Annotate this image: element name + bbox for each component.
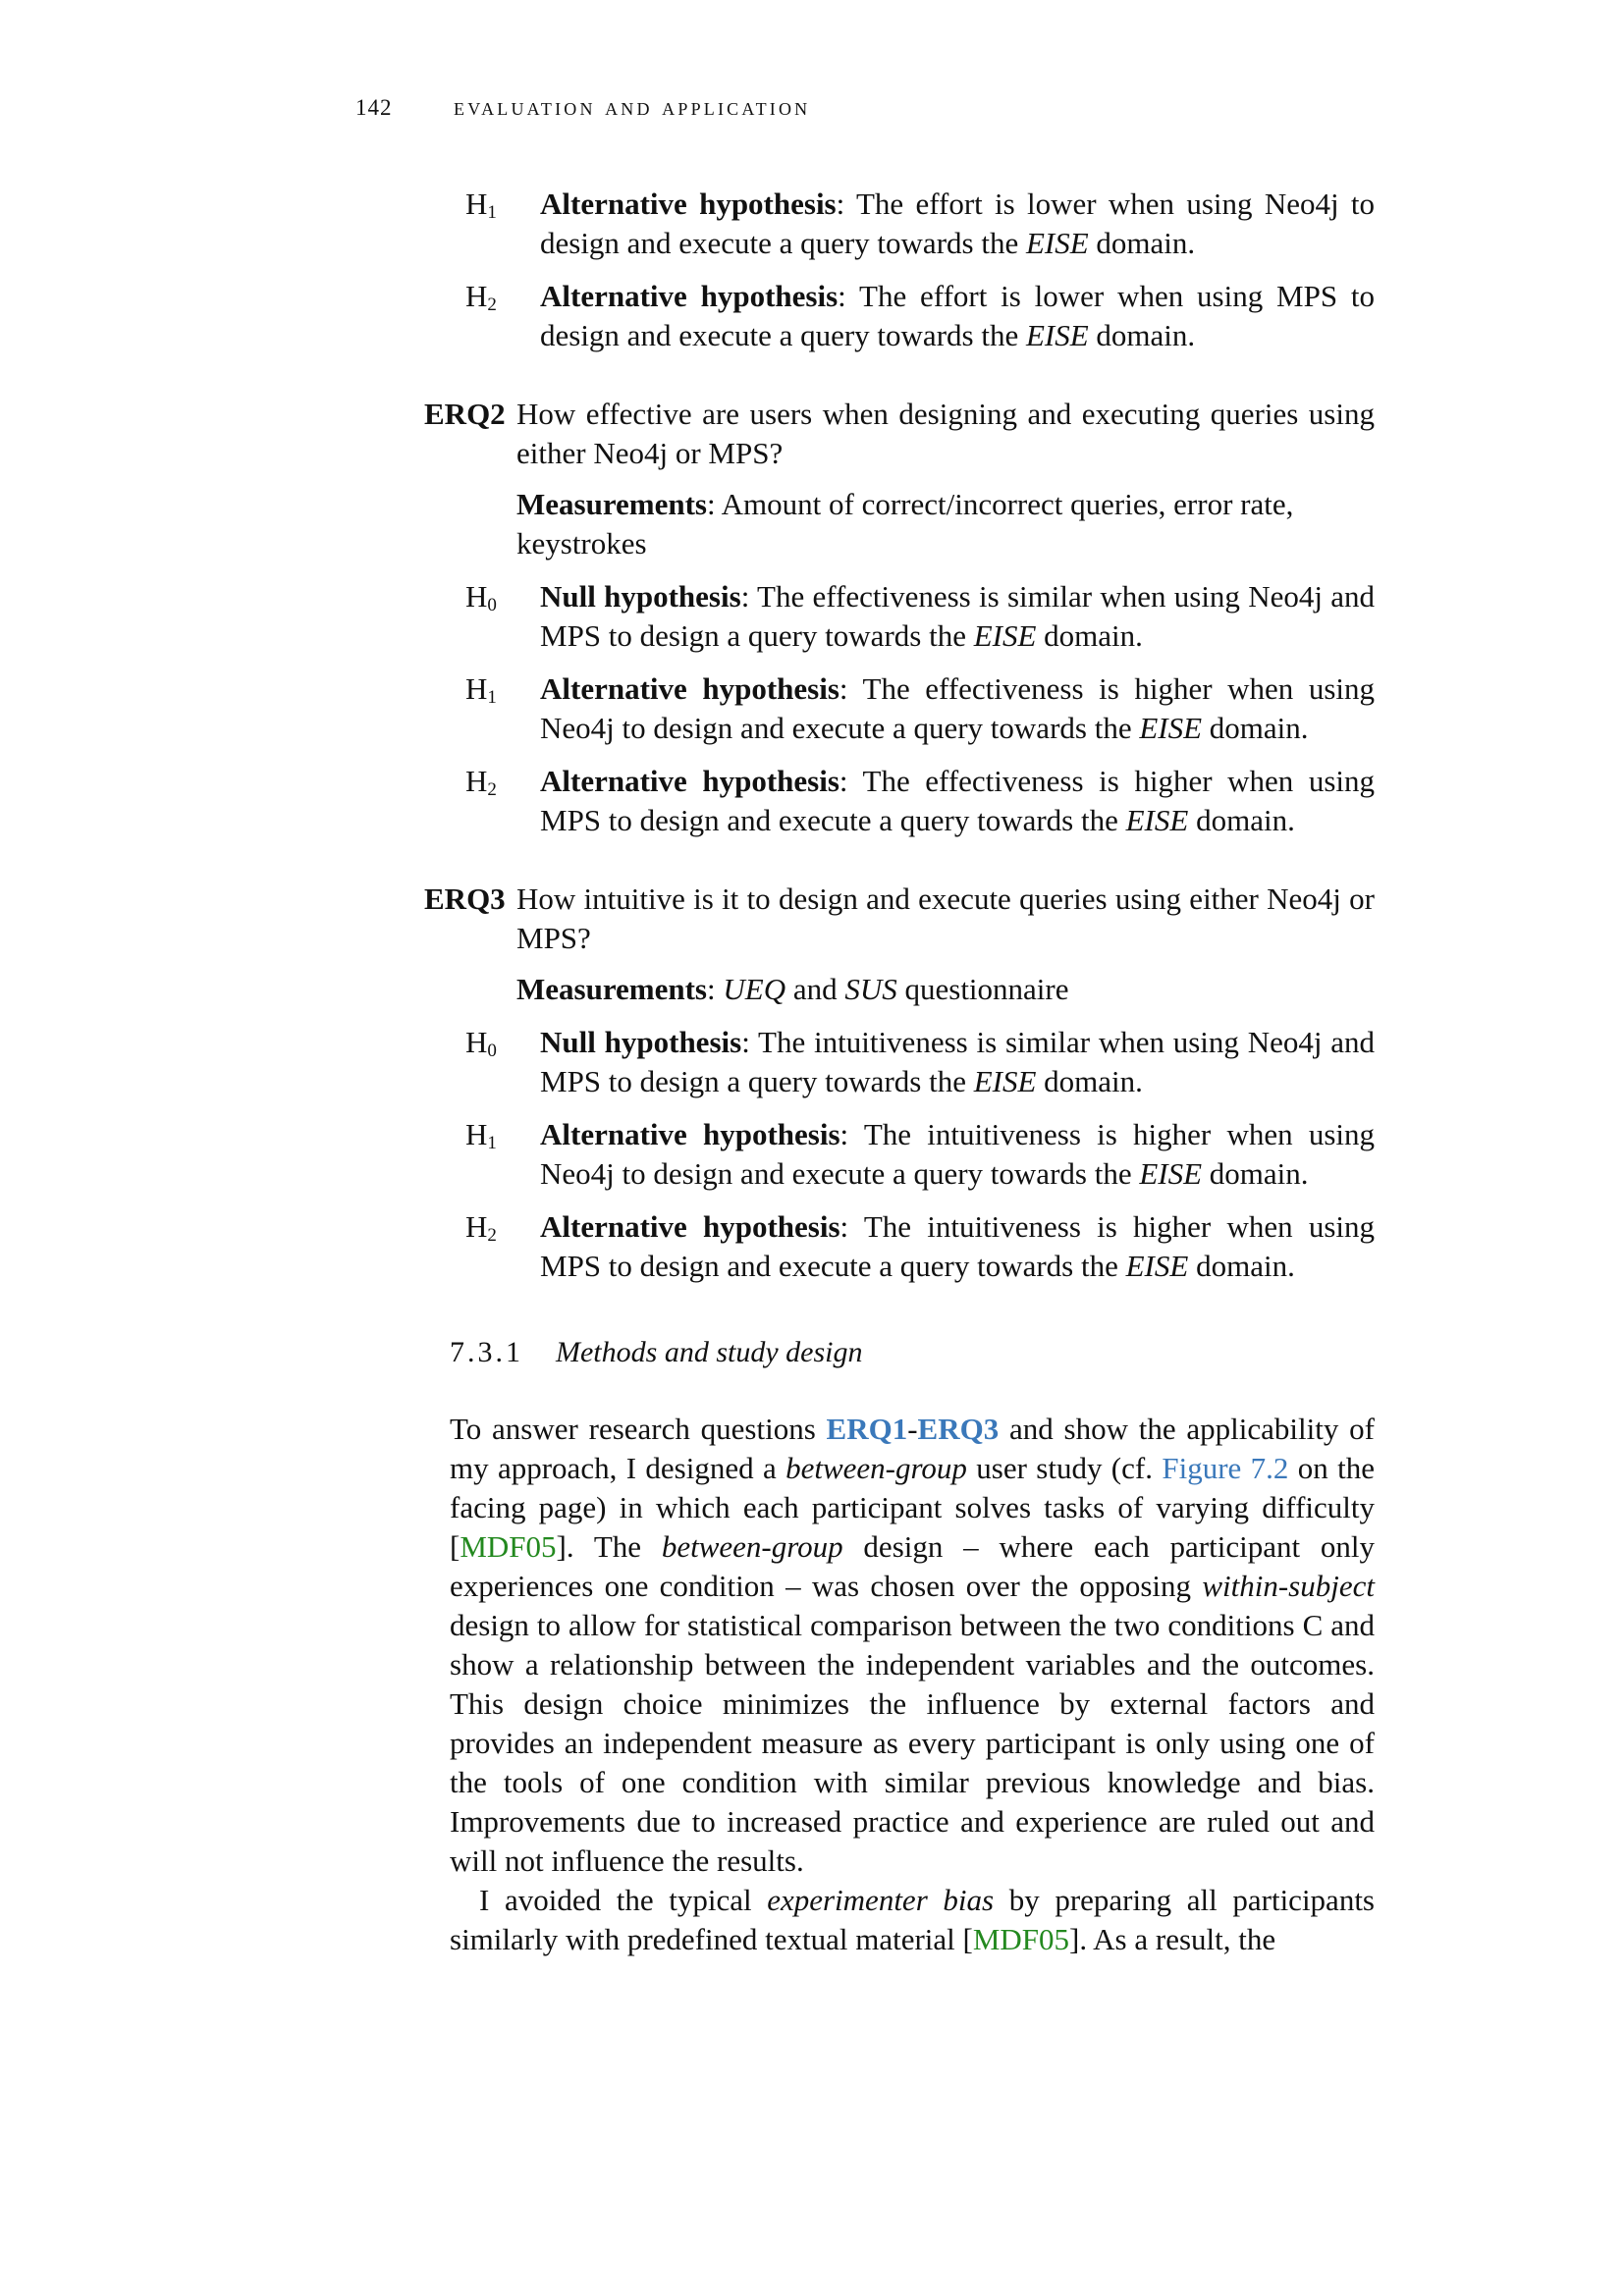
figure-7-2-link[interactable]: Figure 7.2 — [1162, 1451, 1289, 1485]
hypothesis-text: Alternative hypothesis: The effectiveness is higher when using Neo4j to design and execute a query towards the EISE domain. — [540, 671, 1376, 745]
erq3-link[interactable]: ERQ3 — [917, 1412, 1000, 1446]
hypothesis-item — [450, 1207, 1375, 1286]
erq-question: How effective are users when designing and executing queries using either Neo4j or MPS? — [516, 397, 1375, 470]
hypothesis-label: $H_0$ — [465, 579, 497, 615]
body-paragraph: I avoided the typical experimenter bias by preparing all participants similarly with predefined textual material [MDF05]. As a result, the — [450, 1883, 1375, 1956]
erq1-link[interactable]: ERQ1 — [826, 1412, 908, 1446]
section-title: Methods and study design — [556, 1336, 863, 1368]
hypothesis-item — [450, 762, 1375, 840]
hypothesis-label: $H_1$ — [465, 187, 497, 223]
section-heading — [450, 1333, 1375, 1372]
erq-question: How intuitive is it to design and execute queries using either Neo4j or MPS? — [516, 881, 1375, 955]
hypothesis-label: $H_2$ — [465, 1209, 497, 1246]
chapter-title: evaluation and application — [454, 94, 811, 121]
page-content — [424, 185, 1376, 1990]
research-question-erq2 — [426, 395, 1375, 577]
hypothesis-text: Null hypothesis: The intuitiveness is similar when using Neo4j and MPS to design a query towards the EISE domain. — [540, 1025, 1375, 1098]
citation-link-mdf05[interactable]: MDF05 — [460, 1529, 557, 1564]
hypothesis-text: Null hypothesis: The effectiveness is similar when using Neo4j and MPS to design a query towards the EISE domain. — [540, 579, 1375, 653]
hypothesis-text: Alternative hypothesis: The intuitiveness is higher when using MPS to design and execute a query towards the EISE domain. — [540, 1209, 1375, 1283]
citation-link-mdf05[interactable]: MDF05 — [972, 1922, 1070, 1956]
running-head — [355, 94, 810, 122]
hypothesis-item — [450, 277, 1375, 355]
erq2-hypotheses — [450, 577, 1375, 840]
hypothesis-item — [450, 577, 1375, 656]
erq-body — [516, 880, 1375, 1023]
erq-measurements: Measurements: Amount of correct/incorrect queries, error rate, keystrokes — [516, 487, 1294, 561]
hypothesis-text: Alternative hypothesis: The intuitiveness is higher when using Neo4j to design and execute a query towards the EISE domain. — [540, 1117, 1375, 1191]
body-paragraph: To answer research questions ERQ1-ERQ3 and show the applicability of my approach, I designed a between-group user study (cf. Figure 7.2 on the facing page) in which each participant solves tasks of varying difficulty [MDF05]. The between-group design – where each participant only experiences one condition – was chosen over the opposing within-subject design to allow for statistical comparison between the two conditions C and show a relationship between the independent variables and the outcomes. This design choice minimizes the influence by external factors and provides an independent measure as every participant is only using one of the tools of one condition with similar previous knowledge and bias. Improvements due to increased practice and experience are ruled out and will not influence the results. — [450, 1412, 1376, 1878]
hypothesis-item — [450, 185, 1375, 263]
hypothesis-label: $H_2$ — [465, 279, 497, 315]
erq-measurements: Measurements: UEQ and SUS questionnaire — [516, 972, 1069, 1006]
hypothesis-label: $H_0$ — [465, 1025, 497, 1061]
hypothesis-item — [450, 1115, 1375, 1194]
section-number: 7.3.1 — [450, 1336, 523, 1368]
hypothesis-text: Alternative hypothesis: The effort is lower when using Neo4j to design and execute a query towards the EISE domain. — [540, 187, 1375, 260]
erq-label: ERQ2 — [424, 397, 506, 431]
erq1-hypotheses — [450, 185, 1375, 355]
page-number: 142 — [355, 95, 393, 120]
erq-label: ERQ3 — [424, 881, 506, 916]
hypothesis-label: $H_1$ — [465, 1117, 497, 1153]
erq-body — [516, 395, 1375, 577]
research-question-erq3 — [426, 880, 1375, 1023]
hypothesis-text: Alternative hypothesis: The effort is lower when using MPS to design and execute a query towards the EISE domain. — [540, 279, 1375, 352]
hypothesis-item — [450, 1023, 1375, 1101]
hypothesis-item — [450, 669, 1375, 748]
hypothesis-text: Alternative hypothesis: The effectiveness is higher when using MPS to design and execute a query towards the EISE domain. — [540, 764, 1376, 837]
erq3-hypotheses — [450, 1023, 1375, 1286]
hypothesis-label: $H_2$ — [465, 764, 497, 800]
hypothesis-label: $H_1$ — [465, 671, 497, 708]
